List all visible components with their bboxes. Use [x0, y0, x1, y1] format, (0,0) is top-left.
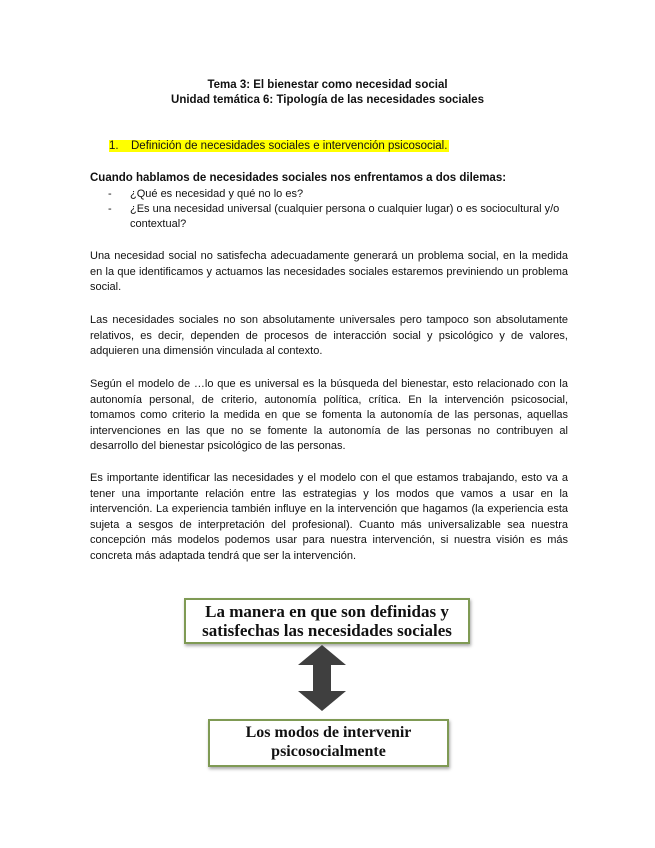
list-item-text: ¿Qué es necesidad y qué no lo es? — [130, 188, 304, 200]
bullet-dash: - — [108, 188, 112, 200]
paragraph: Una necesidad social no satisfecha adecuadamente generará un problema social, en la medida en la que identificamos y actuamos las necesidades sociales estaremos previniendo un problema social. — [90, 250, 568, 293]
dilemmas-lead: Cuando hablamos de necesidades sociales nos enfrentamos a dos dilemas: — [90, 172, 507, 184]
section-heading-highlight — [109, 140, 449, 152]
list-item — [90, 187, 570, 202]
document-title: Tema 3: El bienestar como necesidad social — [207, 79, 448, 91]
document-subtitle: Unidad temática 6: Tipología de las necesidades sociales — [171, 94, 484, 106]
list-item-text: ¿Es una necesidad universal (cualquier persona o cualquier lugar) o es sociocultural y/o contextual? — [130, 203, 560, 230]
bullet-dash: - — [108, 203, 112, 215]
section-heading — [109, 140, 449, 152]
paragraph: Es importante identificar las necesidades y el modelo con el que estamos trabajando, esto va a tener una importante relación entre las estrategias y los modos que vamos a usar en la intervención. La experiencia también influye en la intervención que hagamos (la experiencia esta sujeta a sesgos de interpretación del profesional). Cuanto más universalizable sea nuestra concepción más modelos podemos usar para nuestra intervención, si nuestra visión es más concreta más adaptada tendrá que ser la intervención. — [90, 472, 568, 562]
section-title: Definición de necesidades sociales e intervención psicosocial. — [131, 140, 448, 152]
list-item — [90, 202, 570, 232]
diagram-top-box: La manera en que son definidas y satisfechas las necesidades sociales — [184, 598, 470, 644]
dilemmas-list — [90, 187, 570, 232]
paragraph: Según el modelo de …lo que es universal es la búsqueda del bienestar, esto relacionado con la autonomía personal, de criterio, autonomía política, crítica. En la intervención psicosocial, tomamos como criterio la medida en que se fomenta la autonomía de las personas, aquellas intervenciones en las que no se fomente la autonomía de las personas no contribuyen al desarrollo del bienestar psicológico de las personas. — [90, 378, 568, 452]
double-headed-vertical-arrow-icon — [296, 644, 348, 712]
paragraph: Las necesidades sociales no son absolutamente universales pero tampoco son absolutamente relativos, es decir, dependen de procesos de interacción social y psicológico y de valores, adquieren una dimensión vinculada al contexto. — [90, 314, 568, 357]
section-number: 1. — [109, 140, 119, 152]
diagram-bottom-box: Los modos de intervenir psicosocialmente — [208, 719, 449, 767]
